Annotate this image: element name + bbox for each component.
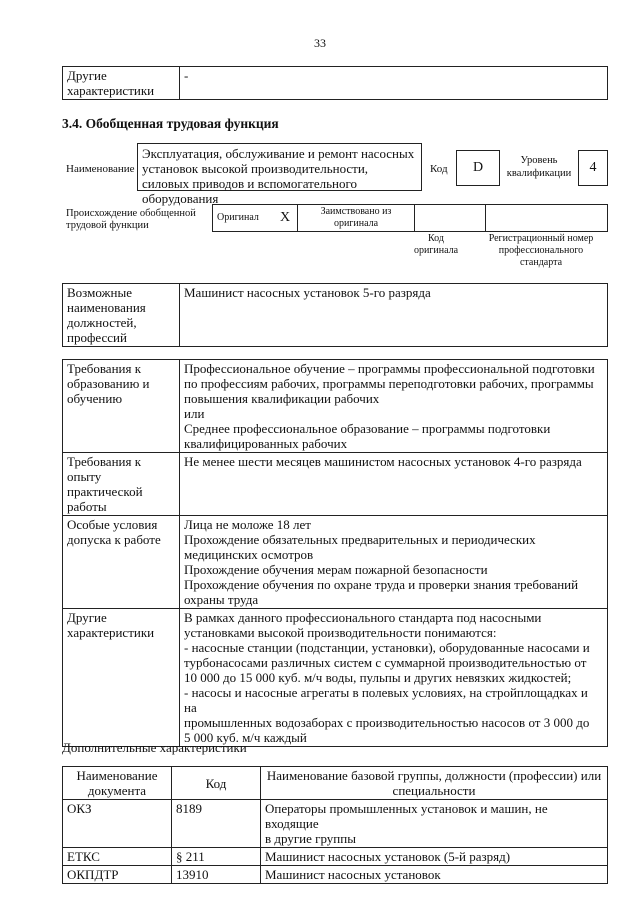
code-original-label: Код оригинала	[413, 233, 459, 256]
section-title: 3.4. Обобщенная трудовая функция	[62, 116, 279, 131]
table-row	[63, 866, 608, 884]
additional-table	[62, 766, 608, 884]
positions-value: Машинист насосных установок 5-го разряда	[180, 284, 608, 347]
reg-number-cell	[486, 205, 608, 232]
education-value: Профессиональное обучение – программы профессиональной подготовки по профессиям рабочих, программы переподготовки рабочих, программы повышения квалификации рабочих или Среднее профессиональное образование – программы подготовки квалифицированных рабочих	[180, 360, 608, 453]
code-value-box	[456, 150, 500, 186]
level-label: Уровень квалификации	[506, 155, 572, 179]
row-code: § 211	[172, 848, 261, 866]
code-label: Код	[430, 163, 448, 175]
positions-table	[62, 283, 608, 347]
row-doc: ОКПДТР	[63, 866, 172, 884]
borrowed-label: Заимствовано из оригинала	[298, 205, 415, 232]
level-value-box	[578, 150, 608, 186]
row-doc: ЕТКС	[63, 848, 172, 866]
table-row	[213, 205, 608, 232]
experience-label: Требования к опыту практической работы	[63, 453, 180, 516]
row-code: 8189	[172, 800, 261, 848]
row-name: Машинист насосных установок	[261, 866, 608, 884]
table-row	[63, 453, 608, 516]
row-doc: ОКЗ	[63, 800, 172, 848]
additional-title: Дополнительные характеристики	[62, 740, 247, 755]
level-value: 4	[589, 160, 597, 175]
row-name: Операторы промышленных установок и машин, не входящие в другие группы	[261, 800, 608, 848]
table-row	[63, 767, 608, 800]
table-row	[63, 67, 608, 100]
row-name: Машинист насосных установок (5-й разряд)	[261, 848, 608, 866]
table-row	[63, 284, 608, 347]
code-value: D	[472, 160, 484, 175]
original-mark: X	[273, 205, 298, 232]
table-row	[63, 609, 608, 747]
original-label: Оригинал	[213, 205, 274, 232]
name-label: Наименование	[66, 163, 135, 175]
positions-label: Возможные наименования должностей, профессий	[63, 284, 180, 347]
col-header-name: Наименование базовой группы, должности (профессии) или специальности	[261, 767, 608, 800]
table-row	[63, 800, 608, 848]
reg-number-label: Регистрационный номер профессионального стандарта	[488, 233, 594, 268]
table-row	[63, 516, 608, 609]
top-characteristics-table	[62, 66, 608, 100]
education-label: Требования к образованию и обучению	[63, 360, 180, 453]
table-row	[63, 848, 608, 866]
requirements-table	[62, 359, 608, 747]
function-name-value: Эксплуатация, обслуживание и ремонт насосных установок высокой производительности, силовых приводов и вспомогательного оборудования	[142, 146, 415, 206]
conditions-value: Лица не моложе 18 лет Прохождение обязательных предварительных и периодических медицинских осмотров Прохождение обучения мерам пожарной безопасности Прохождение обучения по охране труда и проверки знания требований охраны труда	[180, 516, 608, 609]
experience-value: Не менее шести месяцев машинистом насосных установок 4-го разряда	[180, 453, 608, 516]
origin-table	[212, 204, 608, 232]
col-header-doc: Наименование документа	[63, 767, 172, 800]
other-label: Другие характеристики	[63, 609, 180, 747]
origin-label: Происхождение обобщенной трудовой функции	[66, 208, 196, 231]
code-original-cell	[415, 205, 486, 232]
top-characteristics-value: -	[180, 67, 608, 100]
top-characteristics-label: Другие характеристики	[63, 67, 180, 100]
table-row	[63, 360, 608, 453]
page-number: 33	[314, 36, 326, 50]
conditions-label: Особые условия допуска к работе	[63, 516, 180, 609]
col-header-code: Код	[172, 767, 261, 800]
other-value: В рамках данного профессионального стандарта под насосными установками высокой производительности понимаются: - насосные станции (подстанции, установки), оборудованные насосами и турбонасосами различных систем с суммарной производительностью от 10 000 до 15 000 куб. м/ч воды, пульпы и других невязких жидкостей; - насосы и насосные агрегаты в полевых условиях, на стройплощадках и на промышленных водозаборах с производительностью насосов от 3 000 до 5 000 куб. м/ч каждый	[180, 609, 608, 747]
row-code: 13910	[172, 866, 261, 884]
function-name-box	[137, 143, 422, 206]
